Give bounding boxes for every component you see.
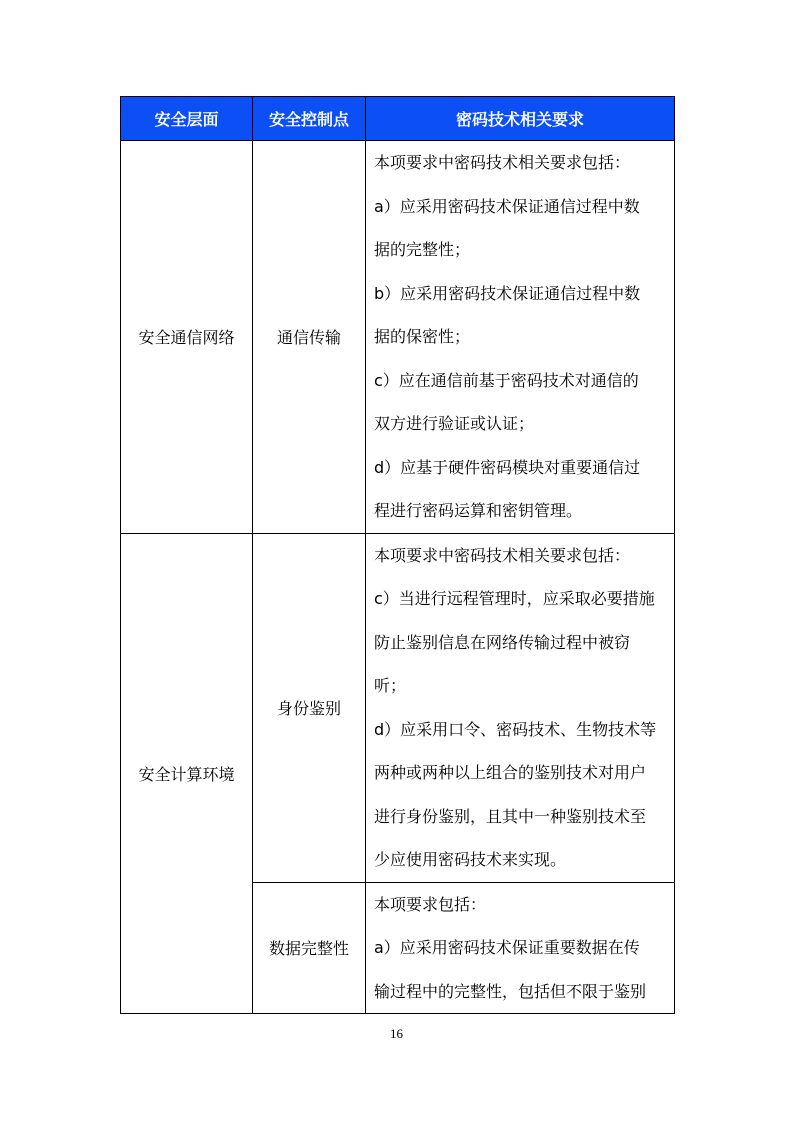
requirement-line: 本项要求中密码技术相关要求包括： — [374, 153, 631, 172]
layer-cell-computing: 安全计算环境 — [121, 533, 253, 1014]
header-control-point: 安全控制点 — [253, 97, 366, 141]
requirement-line: 本项要求中密码技术相关要求包括： — [374, 545, 631, 565]
requirement-line: c）应在通信前基于密码技术对通信的 — [374, 370, 639, 390]
requirement-line: 双方进行验证或认证； — [374, 414, 535, 433]
table-row — [121, 141, 675, 534]
header-security-layer: 安全层面 — [121, 97, 253, 141]
table-row — [121, 533, 675, 882]
requirement-line: 少应使用密码技术来实现。 — [374, 850, 567, 869]
requirement-line: 听； — [374, 676, 407, 695]
control-cell-authentication: 身份鉴别 — [253, 533, 366, 882]
requirement-line: 据的完整性； — [374, 240, 471, 259]
requirement-line: 本项要求包括： — [374, 894, 487, 914]
requirements-cell-transmission — [366, 141, 675, 534]
header-row — [121, 97, 675, 141]
control-cell-transmission: 通信传输 — [253, 141, 366, 534]
requirement-line: a）应采用密码技术保证通信过程中数 — [374, 196, 640, 216]
requirement-line: 进行身份鉴别，且其中一种鉴别技术至 — [374, 806, 647, 826]
page-number: 16 — [390, 1026, 403, 1041]
requirement-line: a）应采用密码技术保证重要数据在传 — [374, 938, 640, 957]
requirement-line: 防止鉴别信息在网络传输过程中被窃 — [374, 632, 631, 652]
requirement-line: d）应基于硬件密码模块对重要通信过 — [374, 457, 641, 477]
layer-cell-network: 安全通信网络 — [121, 141, 253, 534]
table-header — [121, 97, 675, 141]
requirement-line: 输过程中的完整性，包括但不限于鉴别 — [374, 981, 647, 1001]
control-cell-data-integrity: 数据完整性 — [253, 882, 366, 1014]
requirement-line: 据的保密性； — [374, 327, 471, 346]
requirement-line: b）应采用密码技术保证通信过程中数 — [374, 283, 641, 303]
header-crypto-requirements: 密码技术相关要求 — [366, 97, 675, 141]
requirement-line: d）应采用口令、密码技术、生物技术等 — [374, 719, 657, 739]
requirements-cell-data-integrity — [366, 882, 675, 1014]
requirement-line: 两种或两种以上组合的鉴别技术对用户 — [374, 763, 647, 782]
requirements-table — [120, 96, 675, 1014]
requirements-cell-authentication — [366, 533, 675, 882]
requirement-line: c）当进行远程管理时，应采取必要措施 — [374, 589, 655, 608]
requirement-line: 程进行密码运算和密钥管理。 — [374, 501, 583, 520]
